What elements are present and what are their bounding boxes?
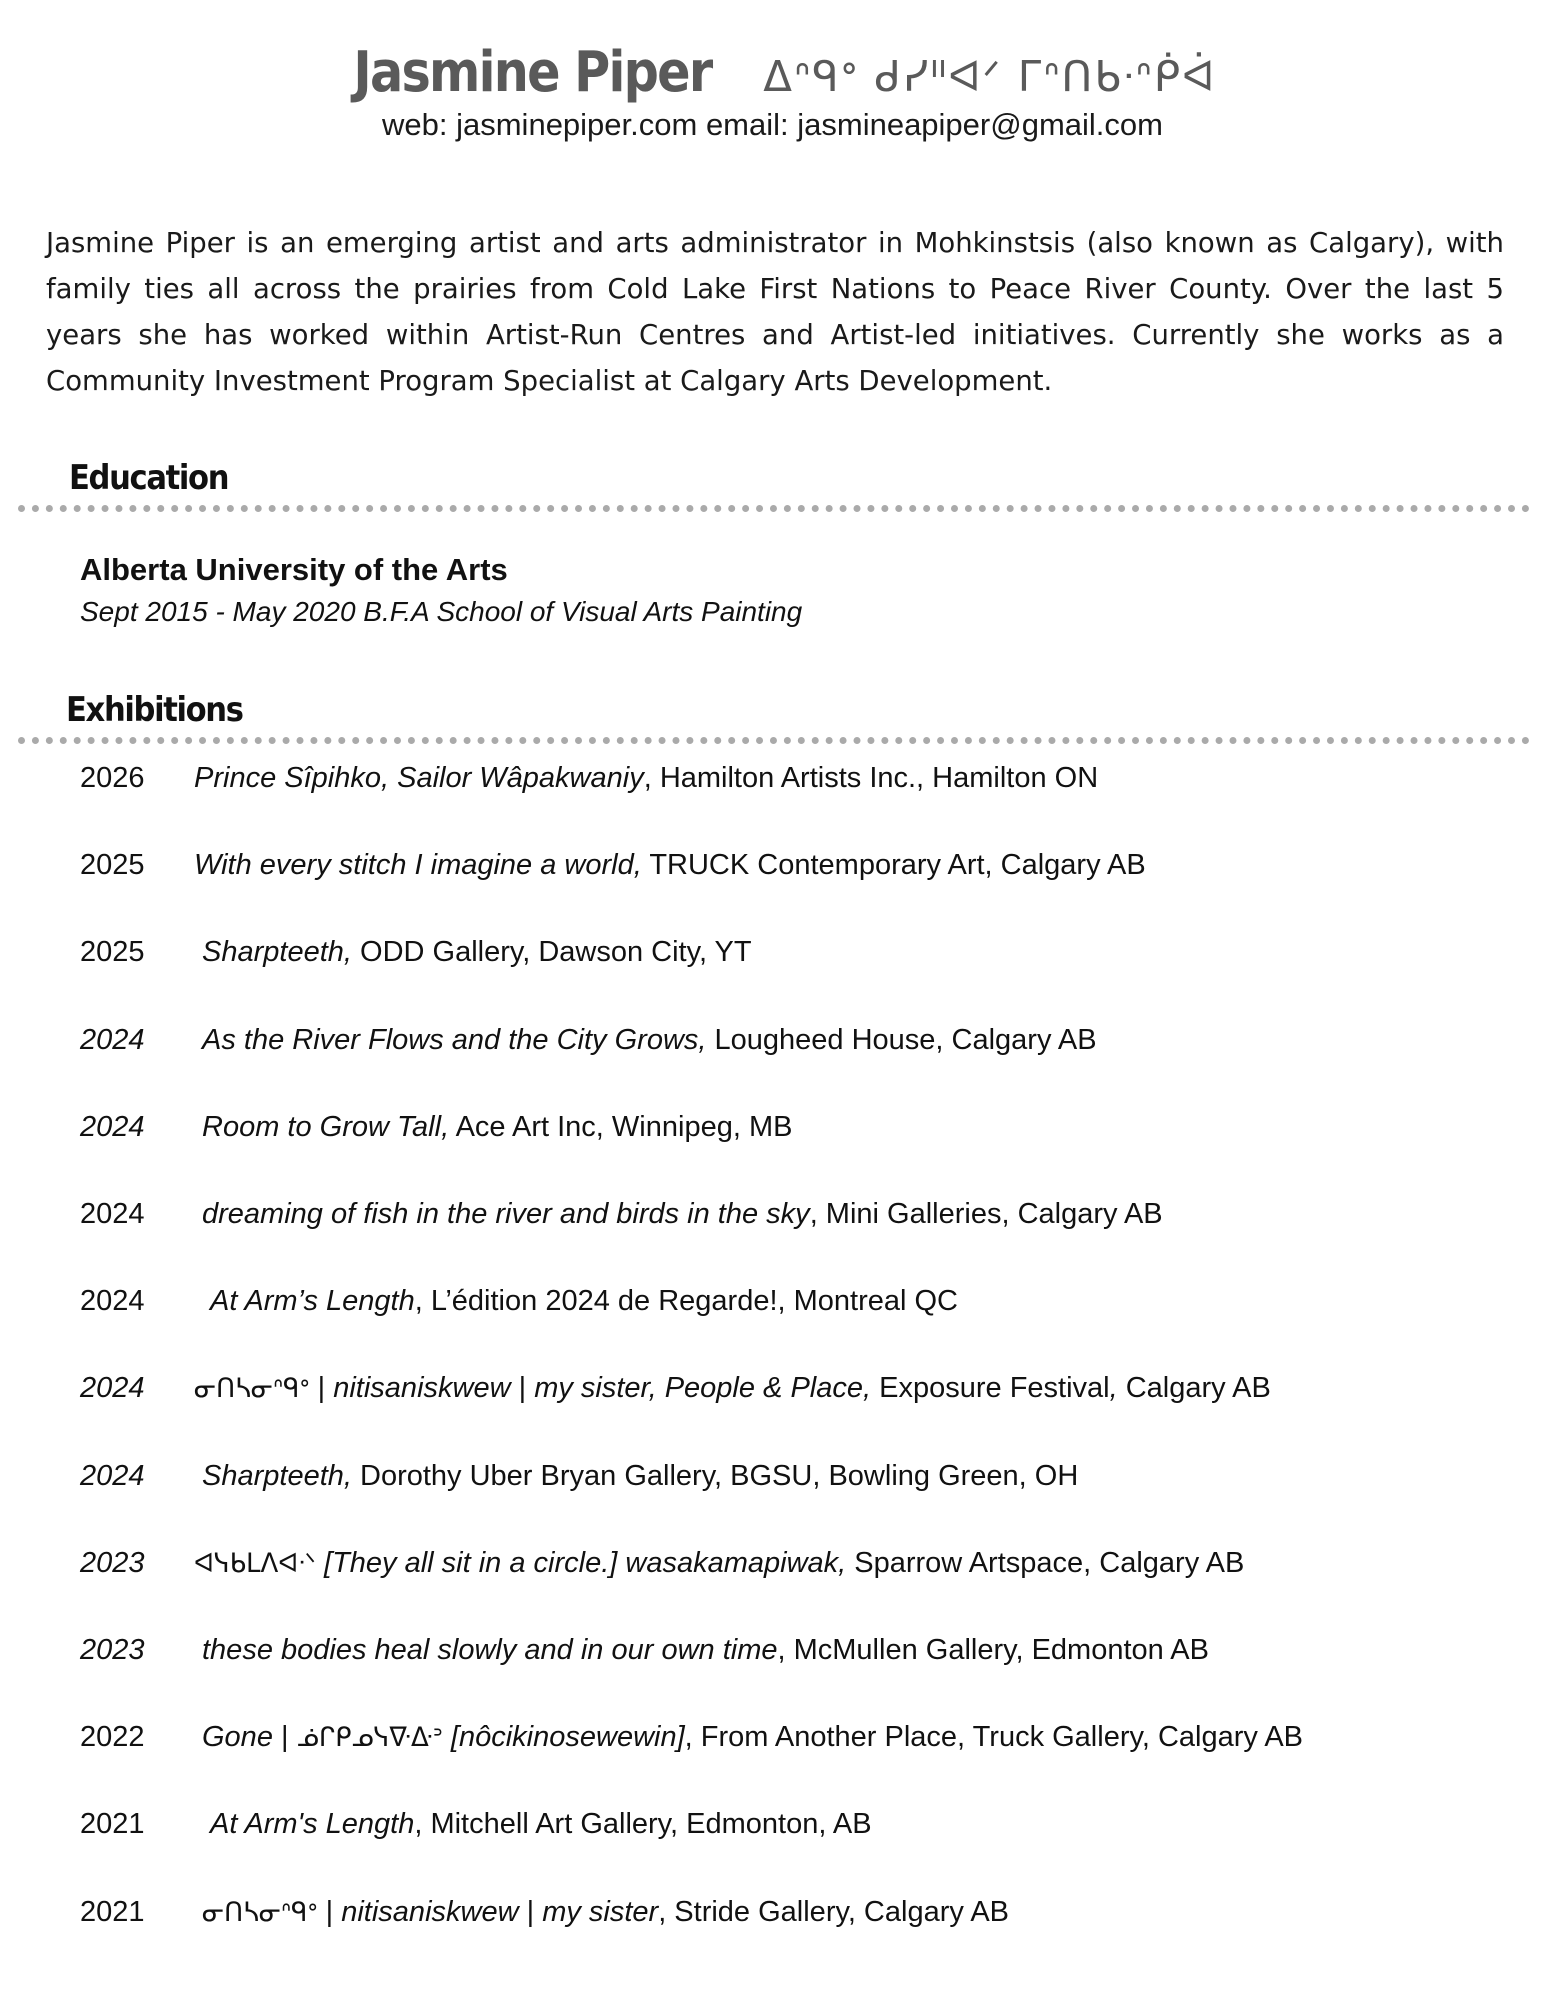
education-divider	[18, 505, 1530, 512]
exhibition-title-part: At Arm’s Length	[210, 1285, 415, 1318]
exhibition-year: 2024	[80, 1023, 145, 1056]
exhibition-venue-part: ODD Gallery, Dawson City, YT	[351, 936, 752, 969]
exhibition-description	[202, 1460, 1078, 1493]
exhibition-description	[202, 936, 752, 969]
exhibition-venue-part: , Hamilton Artists Inc., Hamilton ON	[643, 762, 1099, 794]
exhibition-venue-part: Calgary AB	[1117, 1372, 1271, 1405]
exhibition-title-part: At Arm's Length	[210, 1808, 415, 1841]
exhibition-year: 2024	[80, 1285, 145, 1318]
exhibition-venue-part: |	[317, 1895, 342, 1928]
exhibition-year: 2023	[80, 1546, 145, 1579]
exhibition-syllabics: ᓅᒋᑭᓄᓭᐍᐏᐣ	[296, 1723, 443, 1754]
exhibition-title-part: As the River Flows and the City Grows,	[202, 1023, 707, 1056]
exhibition-title-part: Sharpteeth,	[202, 936, 352, 969]
contact-line: web: jasminepiper.com email: jasmineapiper@gmail.com	[382, 107, 1163, 142]
exhibition-year: 2024	[80, 1110, 145, 1143]
exhibition-year: 2026	[80, 762, 145, 794]
exhibition-year: 2025	[80, 849, 145, 882]
exhibition-venue-part: |	[510, 1372, 535, 1405]
exhibition-venue-part: , Mitchell Art Gallery, Edmonton, AB	[414, 1808, 872, 1841]
exhibition-venue-part: , L’édition 2024 de Regarde!, Montreal QC	[414, 1285, 959, 1318]
exhibition-venue-part: , Stride Gallery, Calgary AB	[658, 1895, 1010, 1928]
exhibition-title-part: Prince Sîpihko, Sailor Wâpakwaniy	[194, 762, 644, 794]
exhibition-description	[202, 1111, 792, 1144]
exhibition-syllabics: ᓂᑎᓴᓂᐢᑫᐤ	[202, 1897, 318, 1928]
exhibition-venue-part: |	[518, 1895, 543, 1928]
exhibition-venue-part: , From Another Place, Truck Gallery, Calgary AB	[684, 1721, 1304, 1754]
exhibition-description	[194, 762, 1098, 795]
exhibition-description	[194, 1372, 1271, 1405]
name-line	[329, 40, 1217, 105]
exhibition-description	[194, 1547, 1244, 1580]
exhibition-year: 2024	[80, 1198, 145, 1230]
exhibition-description	[202, 1024, 1097, 1057]
exhibition-venue-part: |	[272, 1721, 297, 1754]
exhibition-venue-part: , Mini Galleries, Calgary AB	[809, 1198, 1163, 1230]
exhibition-title-part: these bodies heal slowly and in our own time	[202, 1634, 778, 1666]
exhibition-year: 2023	[80, 1634, 145, 1666]
education-details: Sept 2015 - May 2020 B.F.A School of Visual Arts Painting	[80, 596, 803, 627]
exhibition-year: 2024	[80, 1372, 145, 1405]
exhibition-title-part: ,	[1109, 1372, 1118, 1405]
exhibition-venue-part: Exposure Festival	[871, 1372, 1110, 1405]
exhibition-description	[202, 1198, 1163, 1231]
artist-name: Jasmine Piper	[352, 40, 711, 105]
exhibition-description	[210, 1808, 872, 1841]
exhibition-description	[194, 849, 1146, 882]
exhibition-title-part: With every stitch I imagine a world,	[194, 849, 642, 882]
exhibition-syllabics: ᓂᑎᓴᓂᐢᑫᐤ	[194, 1374, 310, 1405]
exhibitions-heading: Exhibitions	[66, 690, 243, 730]
exhibition-title-part: Gone	[202, 1721, 273, 1754]
exhibition-description	[202, 1634, 1209, 1667]
exhibition-venue-part: Ace Art Inc, Winnipeg, MB	[449, 1110, 793, 1143]
exhibition-title-part: Sharpteeth,	[202, 1459, 352, 1492]
exhibition-venue-part: Lougheed House, Calgary AB	[706, 1023, 1097, 1056]
artist-name-syllabics: ᐃᐢᑫᐤ ᑯᓯᐦᐊᐟ ᒥᐢᑎᑲᐧᐢᑮᐋ	[763, 52, 1217, 101]
exhibition-title-part: my sister, People & Place,	[534, 1372, 872, 1405]
exhibition-title-part: nitisaniskwew	[333, 1372, 511, 1405]
exhibition-title-part: [nôcikinosewewin]	[442, 1721, 685, 1754]
education-heading: Education	[69, 458, 229, 498]
exhibition-title-part: my sister	[542, 1895, 659, 1928]
exhibition-year: 2025	[80, 936, 145, 969]
exhibition-venue-part: Sparrow Artspace, Calgary AB	[846, 1546, 1245, 1579]
exhibition-title-part: nitisaniskwew	[341, 1895, 519, 1928]
exhibition-description	[210, 1285, 958, 1318]
artist-bio: Jasmine Piper is an emerging artist and arts administrator in Mohkinstsis (also known as Calgary), with family ties all across the prairies from Cold Lake First Nations to Peace River County. Over the last 5 years she has worked within Artist-Run Centres and Artist-led initiatives. Currently she works as a Community Investment Program Specialist at Calgary Arts Development.	[46, 227, 1504, 397]
exhibition-title-part: Room to Grow Tall,	[202, 1110, 450, 1143]
exhibition-title-part: [They all sit in a circle.] wasakamapiwak,	[315, 1546, 847, 1579]
exhibition-description	[202, 1896, 1009, 1929]
exhibition-year: 2021	[80, 1895, 145, 1928]
exhibition-syllabics: ᐊᓭᑲᒪᐱᐊᐧᐠ	[194, 1548, 316, 1579]
exhibition-year: 2021	[80, 1808, 145, 1841]
exhibition-year: 2022	[80, 1721, 145, 1754]
exhibitions-divider	[18, 737, 1530, 744]
exhibition-venue-part: TRUCK Contemporary Art, Calgary AB	[641, 849, 1146, 882]
exhibition-venue-part: Dorothy Uber Bryan Gallery, BGSU, Bowling Green, OH	[351, 1459, 1079, 1492]
exhibition-title-part: dreaming of fish in the river and birds in the sky	[202, 1198, 810, 1230]
exhibition-venue-part: |	[309, 1372, 334, 1405]
exhibition-venue-part: , McMullen Gallery, Edmonton AB	[777, 1634, 1209, 1666]
cv-header	[0, 40, 1545, 143]
exhibition-description	[202, 1721, 1303, 1754]
education-school: Alberta University of the Arts	[80, 552, 508, 587]
exhibition-year: 2024	[80, 1459, 145, 1492]
